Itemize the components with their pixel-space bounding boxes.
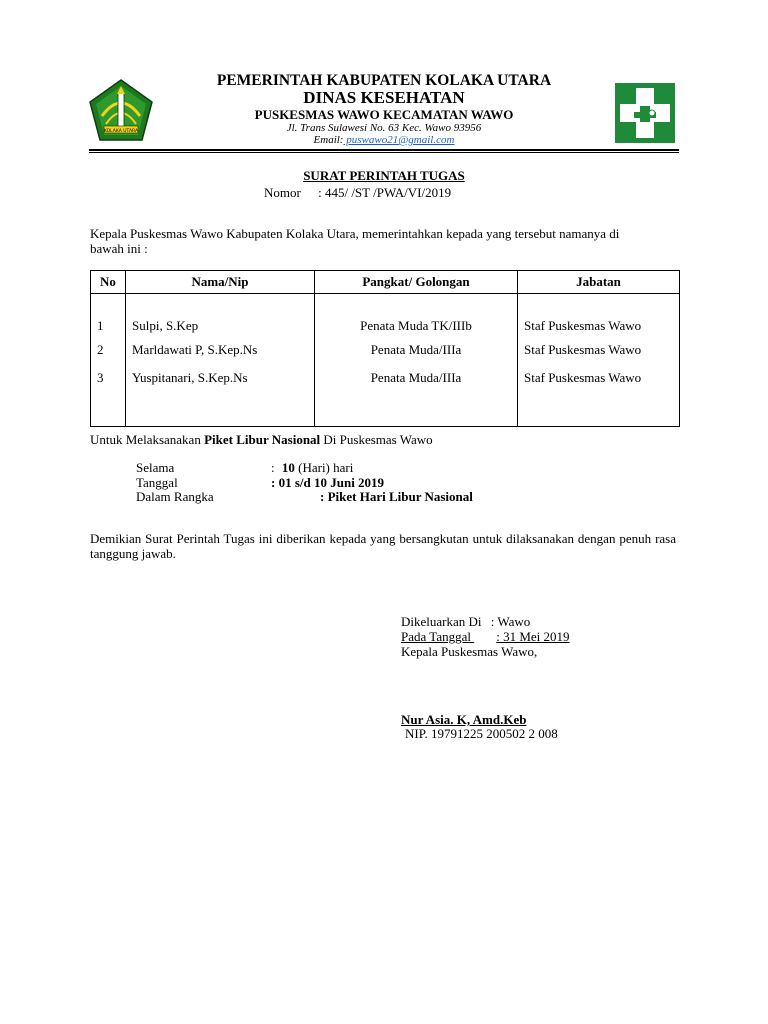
- table-empty-row: [91, 392, 680, 427]
- row-no: 2: [91, 336, 126, 364]
- date-label: Pada Tanggal: [401, 629, 471, 644]
- row-rank: Penata Muda TK/IIIb: [315, 294, 518, 337]
- col-rank: Pangkat/ Golongan: [315, 271, 518, 294]
- personnel-table: [90, 270, 680, 427]
- table-row: [91, 294, 680, 337]
- signer-nip: NIP. 19791225 200502 2 008: [405, 726, 558, 741]
- detail-tanggal-label: Tanggal: [136, 475, 178, 490]
- purpose-suffix: Di Puskesmas Wawo: [320, 432, 433, 447]
- row-name: Yuspitanari, S.Kep.Ns: [126, 364, 315, 392]
- closing-paragraph: Demikian Surat Perintah Tugas ini diberikan kepada yang bersangkutan untuk dilaksanakan dengan penuh rasa tanggung jawab.: [90, 531, 676, 561]
- letter-number: [264, 185, 451, 201]
- header-address: Jl. Trans Sulawesi No. 63 Kec. Wawo 93956: [286, 122, 482, 134]
- detail-rangka-label: Dalam Rangka: [136, 489, 214, 504]
- header-puskesmas: PUSKESMAS WAWO KECAMATAN WAWO: [254, 107, 514, 122]
- issued-date: [401, 629, 570, 645]
- row-position: Staf Puskesmas Wawo: [518, 364, 680, 392]
- row-name: Sulpi, S.Kep: [126, 294, 315, 337]
- detail-selama-label: Selama: [136, 460, 175, 475]
- detail-rangka-value: : Piket Hari Libur Nasional: [320, 489, 473, 504]
- issued-value: : Wawo: [490, 614, 531, 629]
- row-no: 3: [91, 364, 126, 392]
- date-value: : 31 Mei 2019: [496, 629, 570, 644]
- nomor-value: : 445/ /ST /PWA/VI/2019: [318, 185, 452, 200]
- nomor-label: Nomor: [264, 185, 301, 200]
- issued-place: [401, 614, 530, 630]
- selama-unit: (Hari) hari: [294, 460, 354, 475]
- header-department: DINAS KESEHATAN: [303, 88, 465, 107]
- email-link[interactable]: puswawo21@gmail.com: [343, 134, 455, 146]
- header-divider: [89, 149, 679, 153]
- col-no: No: [91, 271, 126, 294]
- letter-title: SURAT PERINTAH TUGAS: [303, 168, 465, 183]
- table-header-row: [91, 271, 680, 294]
- signer-name: Nur Asia. K, Amd.Keb: [401, 712, 527, 727]
- purpose-line: [90, 432, 433, 448]
- purpose-activity: Piket Libur Nasional: [204, 432, 321, 447]
- row-position: Staf Puskesmas Wawo: [518, 336, 680, 364]
- selama-colon: :: [271, 460, 275, 475]
- col-position: Jabatan: [518, 271, 680, 294]
- purpose-prefix: Untuk Melaksanakan: [90, 432, 205, 447]
- header-email-line: [0, 134, 768, 146]
- row-name: Marldawati P, S.Kep.Ns: [126, 336, 315, 364]
- email-label: Email:: [313, 134, 344, 146]
- header-government: PEMERINTAH KABUPATEN KOLAKA UTARA: [216, 72, 552, 89]
- detail-tanggal-value: : 01 s/d 10 Juni 2019: [271, 475, 385, 490]
- issued-label: Dikeluarkan Di: [401, 614, 482, 629]
- svg-text:KOLAKA UTARA: KOLAKA UTARA: [103, 129, 139, 134]
- row-rank: Penata Muda/IIIa: [315, 336, 518, 364]
- table-row: [91, 336, 680, 364]
- detail-selama-value: [271, 460, 353, 476]
- row-no: 1: [91, 294, 126, 337]
- row-rank: Penata Muda/IIIa: [315, 364, 518, 392]
- col-name: Nama/Nip: [126, 271, 315, 294]
- table-row: [91, 364, 680, 392]
- row-position: Staf Puskesmas Wawo: [518, 294, 680, 337]
- intro-paragraph: Kepala Puskesmas Wawo Kabupaten Kolaka Utara, memerintahkan kepada yang tersebut namanya di bawah ini :: [90, 226, 620, 256]
- signer-position: Kepala Puskesmas Wawo,: [401, 644, 538, 659]
- selama-days: 10: [281, 460, 295, 475]
